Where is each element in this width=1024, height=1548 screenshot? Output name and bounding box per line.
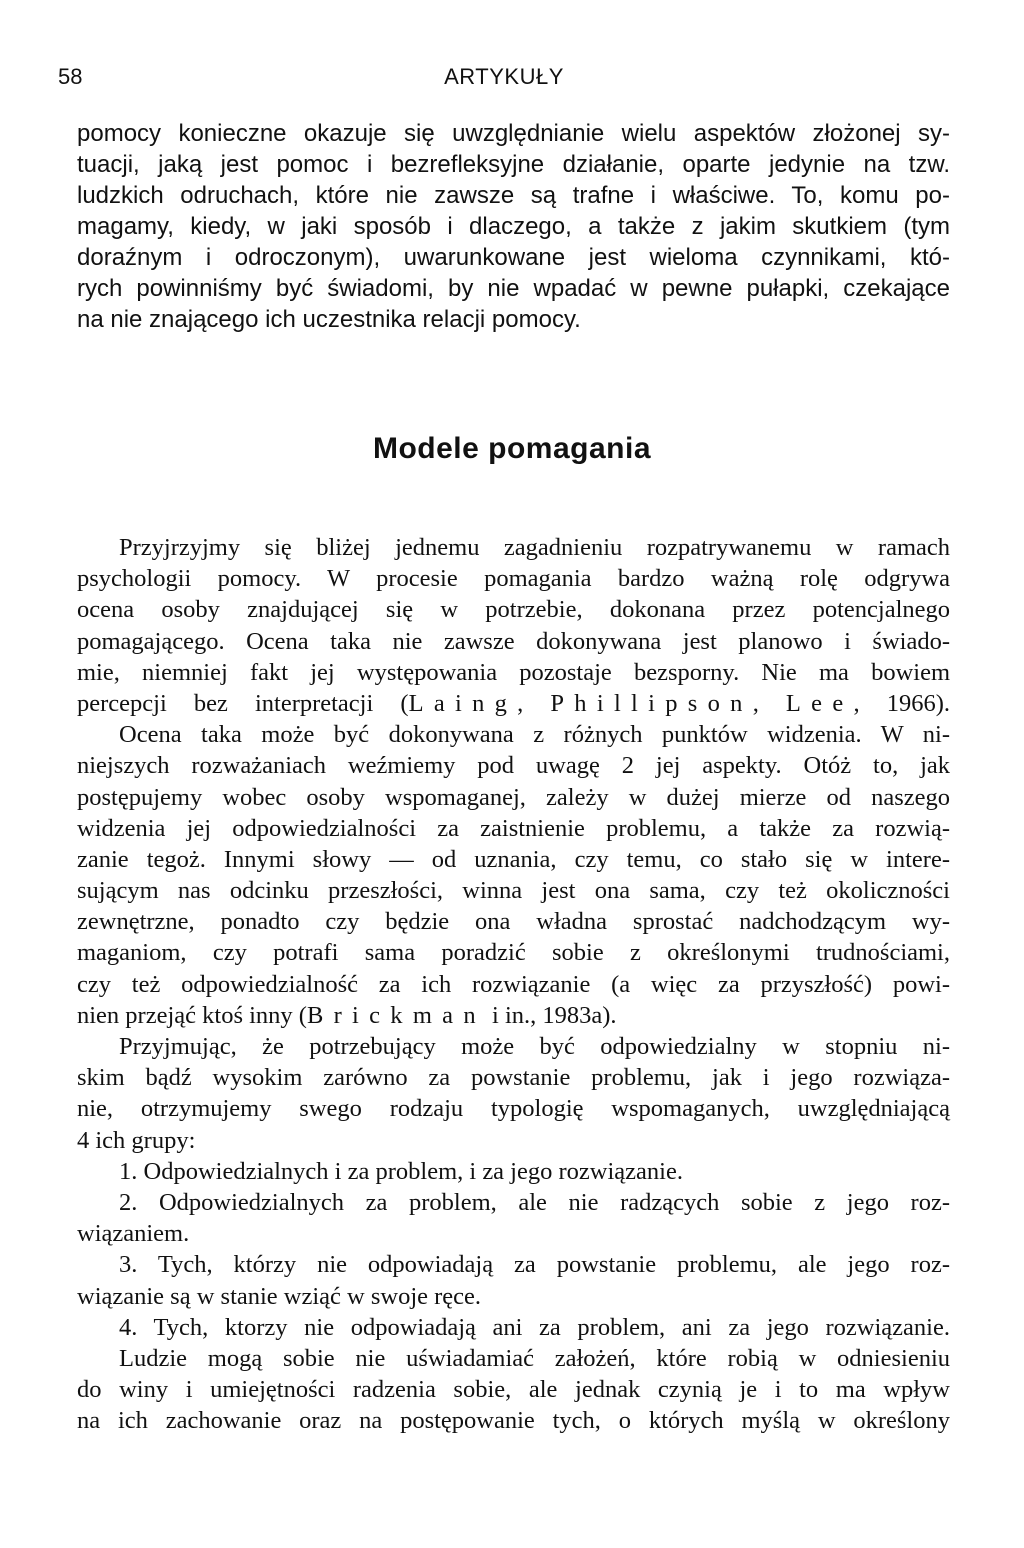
intro-paragraph (77, 118, 950, 335)
text-line: 4 ich grupy: (77, 1126, 196, 1154)
text-line: zewnętrzne, ponadto czy będzie ona władna sprostać nadchodzącym wy- (77, 908, 950, 936)
text-fragment: , (517, 689, 551, 717)
text-fragment: i in., 1983a). (485, 1001, 617, 1029)
text-line: mie, niemniej fakt jej występowania pozostaje bezsporny. Nie ma bowiem (77, 658, 950, 686)
text-line: maganiom, czy potrafi sama poradzić sobie z określonymi trudnościami, (77, 939, 950, 967)
text-line: sującym nas odcinku przeszłości, winna jest ona sama, czy też okoliczności (77, 877, 950, 905)
list-item: 4. Tych, ktorzy nie odpowiadają ani za problem, ani za jego rozwiązanie. (119, 1313, 950, 1341)
main-text (77, 532, 950, 1436)
text-line: do winy i umiejętności radzenia sobie, ale jednak czynią je i to ma wpływ (77, 1376, 950, 1404)
text-fragment: nien przejąć ktoś inny ( (77, 1001, 307, 1029)
text-line: Ludzie mogą sobie nie uświadamiać założeń, które robią w odniesieniu (119, 1344, 950, 1372)
text-line: niejszych rozważaniach weźmiemy pod uwagę 2 jej aspekty. Otóż to, jak (77, 752, 950, 780)
text-line: pomocy konieczne okazuje się uwzględnianie wielu aspektów złożonej sy- (77, 120, 950, 147)
list-item: 3. Tych, którzy nie odpowiadają za powstanie problemu, ale jego roz- (119, 1251, 950, 1279)
text-line: doraźnym i odroczonym), uwarunkowane jest wieloma czynnikami, któ- (77, 244, 950, 271)
text-fragment: , (752, 689, 786, 717)
cited-author: Brickman (306, 1001, 486, 1029)
cited-author: Lee (785, 689, 854, 717)
text-line: Ocena taka może być dokonywana z różnych punktów widzenia. W ni- (119, 721, 950, 749)
text-fragment: , 1966). (853, 689, 950, 717)
citation-line (77, 688, 950, 719)
text-line: tuacji, jaką jest pomoc i bezrefleksyjne działanie, oparte jedynie na tzw. (77, 151, 950, 178)
text-line: na nie znającego ich uczestnika relacji pomocy. (77, 306, 581, 333)
list-item-continuation: wiązaniem. (77, 1220, 190, 1248)
text-line: zanie tegoż. Innymi słowy — od uznania, czy temu, co stało się w intere- (77, 845, 950, 873)
text-line: widzenia jej odpowiedzialności za zaistnienie problemu, a także za rozwią- (77, 814, 950, 842)
cited-author: Laing (408, 689, 518, 717)
text-line: na ich zachowanie oraz na postępowanie tych, o których myślą w określony (77, 1407, 950, 1435)
text-line: magamy, kiedy, w jaki sposób i dlaczego, a także z jakim skutkiem (tym (77, 213, 950, 240)
list-item: 1. Odpowiedzialnych i za problem, i za jego rozwiązanie. (119, 1157, 683, 1185)
cited-author: Phillipson (550, 689, 753, 717)
text-line: ocena osoby znajdującej się w potrzebie, dokonana przez potencjalnego (77, 596, 950, 624)
text-line: pomagającego. Ocena taka nie zawsze dokonywana jest planowo i świado- (77, 627, 950, 655)
text-line: nie, otrzymujemy swego rodzaju typologię wspomaganych, uwzględniającą (77, 1095, 950, 1123)
text-line: ludzkich odruchach, które nie zawsze są trafne i właściwe. To, komu po- (77, 182, 950, 209)
page-header (58, 64, 950, 94)
text-line: rych powinniśmy być świadomi, by nie wpadać w pewne pułapki, czekające (77, 275, 950, 302)
running-head: ARTYKUŁY (444, 64, 564, 89)
page-number: 58 (58, 64, 83, 89)
text-line: czy też odpowiedzialność za ich rozwiązanie (a więc za przyszłość) powi- (77, 970, 950, 998)
citation-line (77, 1000, 950, 1031)
list-item: 2. Odpowiedzialnych za problem, ale nie radzących sobie z jego roz- (119, 1188, 950, 1216)
text-fragment: percepcji bez interpretacji ( (77, 689, 409, 717)
text-line: psychologii pomocy. W procesie pomagania bardzo ważną rolę odgrywa (77, 565, 950, 593)
text-line: skim bądź wysokim zarówno za powstanie problemu, jak i jego rozwiąza- (77, 1064, 950, 1092)
text-line: postępujemy wobec osoby wspomaganej, zależy w dużej mierze od naszego (77, 783, 950, 811)
text-line: Przyjmując, że potrzebujący może być odpowiedzialny w stopniu ni- (119, 1033, 950, 1060)
list-item-continuation: wiązanie są w stanie wziąć w swoje ręce. (77, 1282, 482, 1310)
section-title: Modele pomagania (372, 432, 652, 465)
text-line: Przyjrzyjmy się bliżej jednemu zagadnieniu rozpatrywanemu w ramach (119, 534, 950, 561)
